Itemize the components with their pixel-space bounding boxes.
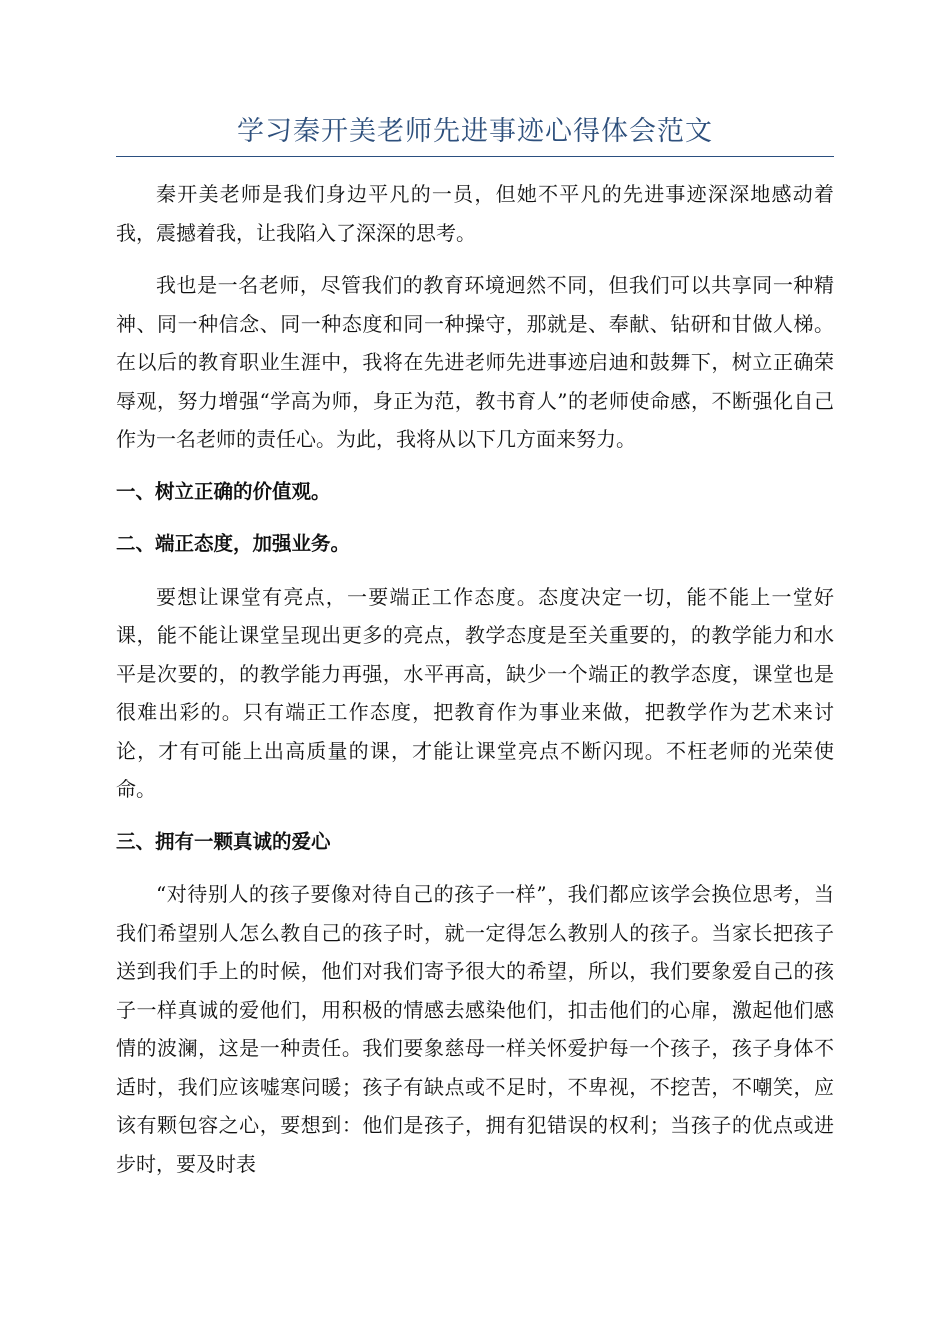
document-body [116, 175, 834, 1197]
title-block [116, 112, 834, 157]
section-heading-1: 一、树立正确的价值观。 [116, 479, 331, 503]
section-heading-3: 三、拥有一颗真诚的爱心 [116, 829, 331, 853]
section-heading-2: 二、端正态度，加强业务。 [116, 532, 351, 555]
paragraph-intro: 秦开美老师是我们身边平凡的一员，但她不平凡的先进事迹深深地感动着我，震撼着我，让我陷入了深深的思考。 [116, 182, 834, 245]
paragraph-attitude: 要想让课堂有亮点，一要端正工作态度。态度决定一切，能不能上一堂好课，能不能让课堂呈现出更多的亮点，教学态度是至关重要的，的教学能力和水平是次要的，的教学能力再强，水平再高，缺少一个端正的教学态度，课堂也是很难出彩的。只有端正工作态度，把教育作为事业来做，把教学作为艺术来讨论，才有可能上出高质量的课，才能让课堂亮点不断闪现。不枉老师的光荣使命。 [116, 584, 834, 801]
page-title: 学习秦开美老师先进事迹心得体会范文 [237, 116, 713, 147]
paragraph-love: “对待别人的孩子要像对待自己的孩子一样”，我们都应该学会换位思考，当我们希望别人怎么教自己的孩子时，就一定得怎么教别人的孩子。当家长把孩子送到我们手上的时候，他们对我们寄予很大的希望，所以，我们要象爱自己的孩子一样真诚的爱他们，用积极的情感去感染他们，扣击他们的心扉，激起他们感情的波澜，这是一种责任。我们要象慈母一样关怀爱护每一个孩子，孩子身体不适时，我们应该嘘寒问暖；孩子有缺点或不足时，不卑视，不挖苦，不嘲笑，应该有颗包容之心，要想到：他们是孩子，拥有犯错误的权利；当孩子的优点或进步时，要及时表 [116, 882, 834, 1176]
paragraph-commitment: 我也是一名老师，尽管我们的教育环境迥然不同，但我们可以共享同一种精神、同一种信念、同一种态度和同一种操守，那就是、奉献、钻研和甘做人梯。在以后的教育职业生涯中，我将在先进老师先进事迹启迪和鼓舞下，树立正确荣辱观，努力增强“学高为师，身正为范，教书育人”的老师使命感，不断强化自己作为一名老师的责任心。为此，我将从以下几方面来努力。 [116, 273, 834, 451]
